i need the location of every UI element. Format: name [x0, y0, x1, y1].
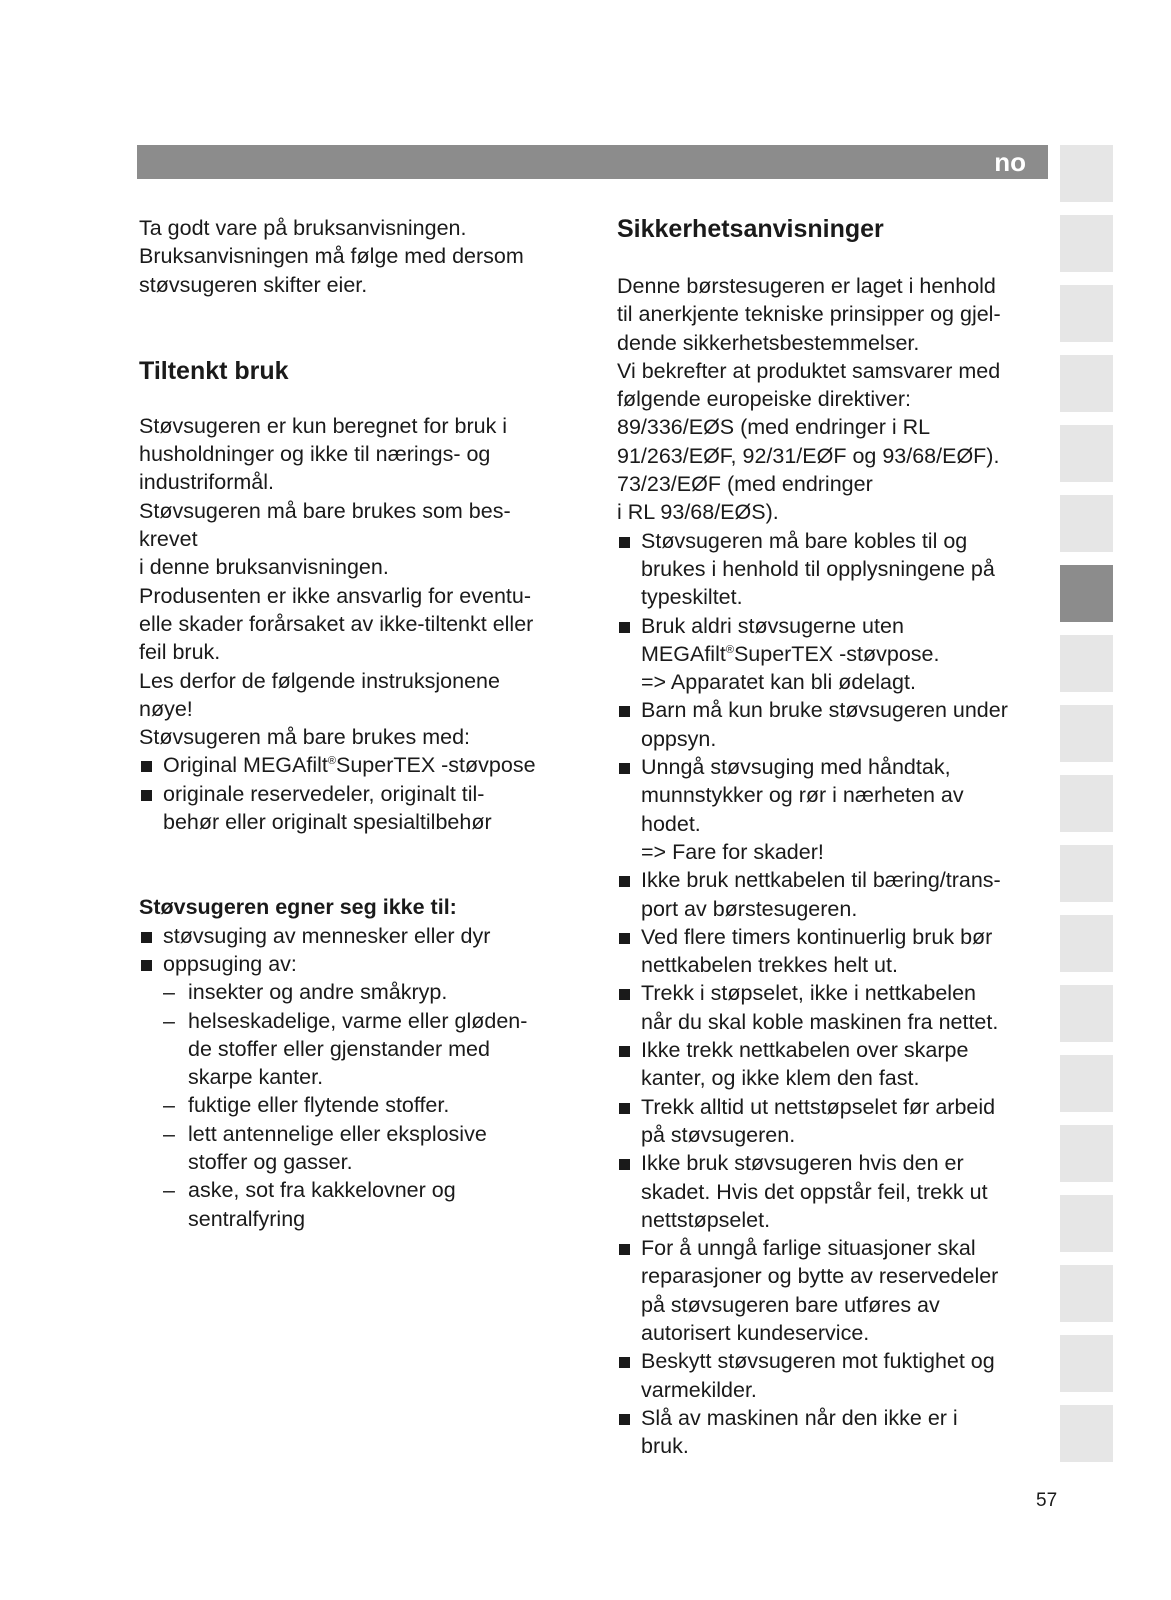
- list-item: oppsuging av:: [139, 950, 579, 978]
- list-item: For å unngå farlige situasjoner skal reparasjoner og bytte av reservedeler på støvsugeren bare utføres av autorisert kundeservice.: [617, 1234, 1049, 1347]
- list-item: Original MEGAfilt®SuperTEX -støvpose: [139, 751, 579, 779]
- list-item: Trekk i støpselet, ikke i nettkabelen når du skal koble maskinen fra nettet.: [617, 979, 1049, 1036]
- not-suitable-list: [139, 922, 579, 1233]
- language-tab[interactable]: [1060, 1055, 1113, 1112]
- language-tab[interactable]: [1060, 145, 1113, 202]
- dash-item: – insekter og andre småkryp.: [139, 978, 579, 1006]
- language-tab[interactable]: [1060, 1405, 1113, 1462]
- right-column: [617, 214, 1049, 1460]
- language-tab[interactable]: [1060, 705, 1113, 762]
- intended-use-paragraph: Støvsugeren er kun beregnet for bruk i husholdninger og ikke til nærings- og industriformål. Støvsugeren må bare brukes som bes- krevet i denne bruksanvisningen. Produsenten er ikke ansvarlig for eventu- elle skader forårsaket av ikke-tiltenkt eller feil bruk. Les derfor de følgende instruksjonene nøye! Støvsugeren må bare brukes med:: [139, 413, 534, 750]
- language-tab[interactable]: [1060, 775, 1113, 832]
- list-item: Barn må kun bruke støvsugeren under oppsyn.: [617, 696, 1049, 753]
- language-tab[interactable]: [1060, 495, 1113, 552]
- allowed-accessories-list: [139, 751, 579, 836]
- language-tab[interactable]: [1060, 1125, 1113, 1182]
- language-tab[interactable]: [1060, 215, 1113, 272]
- language-tab[interactable]: [1060, 635, 1113, 692]
- language-tab[interactable]: [1060, 355, 1113, 412]
- language-tab[interactable]: [1060, 1265, 1113, 1322]
- list-item: Ikke bruk støvsugeren hvis den er skadet. Hvis det oppstår feil, trekk ut nettstøpselet.: [617, 1149, 1049, 1234]
- language-tab[interactable]: [1060, 425, 1113, 482]
- list-item: Ved flere timers kontinuerlig bruk bør nettkabelen trekkes helt ut.: [617, 923, 1049, 980]
- dash-item: – fuktige eller flytende stoffer.: [139, 1091, 579, 1119]
- safety-intro-paragraph: Denne børstesugeren er laget i henhold til anerkjente tekniske prinsipper og gjel- dende sikkerhetsbestemmelser. Vi bekrefter at produktet samsvarer med følgende europeiske direktiver: 89/336/EØS (med endringer i RL 91/263/EØF, 92/31/EØF og 93/68/EØF). 73/23/EØF (med endringer i RL 93/68/EØS).: [617, 274, 1001, 525]
- language-tab[interactable]: [1060, 845, 1113, 902]
- dash-item: – lett antennelige eller eksplosive stoffer og gasser.: [139, 1120, 579, 1177]
- left-column: [139, 214, 579, 1233]
- language-header-bar: [137, 145, 1048, 179]
- list-item: Ikke bruk nettkabelen til bæring/trans- port av børstesugeren.: [617, 866, 1049, 923]
- language-code: no: [994, 147, 1026, 177]
- not-suitable-heading: Støvsugeren egner seg ikke til:: [139, 895, 457, 920]
- list-item: originale reservedeler, originalt til- behør eller originalt spesialtilbehør: [139, 780, 579, 837]
- language-tab[interactable]: [1060, 985, 1113, 1042]
- page-number: 57: [1036, 1490, 1058, 1511]
- dash-item: – helseskadelige, varme eller gløden- de stoffer eller gjenstander med skarpe kanter.: [139, 1007, 579, 1092]
- language-tab-active[interactable]: [1060, 565, 1113, 622]
- safety-list: [617, 527, 1049, 1461]
- language-tab[interactable]: [1060, 1335, 1113, 1392]
- language-tab[interactable]: [1060, 915, 1113, 972]
- list-item: støvsuging av mennesker eller dyr: [139, 922, 579, 950]
- list-item: Unngå støvsuging med håndtak, munnstykker og rør i nærheten av hodet. => Fare for skader!: [617, 753, 1049, 866]
- safety-heading: Sikkerhetsanvisninger: [617, 215, 884, 243]
- intro-paragraph: Ta godt vare på bruksanvisningen. Bruksanvisningen må følge med dersom støvsugeren skifter eier.: [139, 216, 524, 297]
- list-item: Bruk aldri støvsugerne uten MEGAfilt®SuperTEX -støvpose. => Apparatet kan bli ødelagt.: [617, 612, 1049, 697]
- dash-item: – aske, sot fra kakkelovner og sentralfyring: [139, 1176, 579, 1233]
- intended-use-heading: Tiltenkt bruk: [139, 356, 289, 385]
- list-item: Ikke trekk nettkabelen over skarpe kanter, og ikke klem den fast.: [617, 1036, 1049, 1093]
- list-item: Beskytt støvsugeren mot fuktighet og varmekilder.: [617, 1347, 1049, 1404]
- language-tab[interactable]: [1060, 1195, 1113, 1252]
- list-item: Støvsugeren må bare kobles til og brukes i henhold til opplysningene på typeskiltet.: [617, 527, 1049, 612]
- list-item: Trekk alltid ut nettstøpselet før arbeid på støvsugeren.: [617, 1093, 1049, 1150]
- language-tab[interactable]: [1060, 285, 1113, 342]
- list-item: Slå av maskinen når den ikke er i bruk.: [617, 1404, 1049, 1461]
